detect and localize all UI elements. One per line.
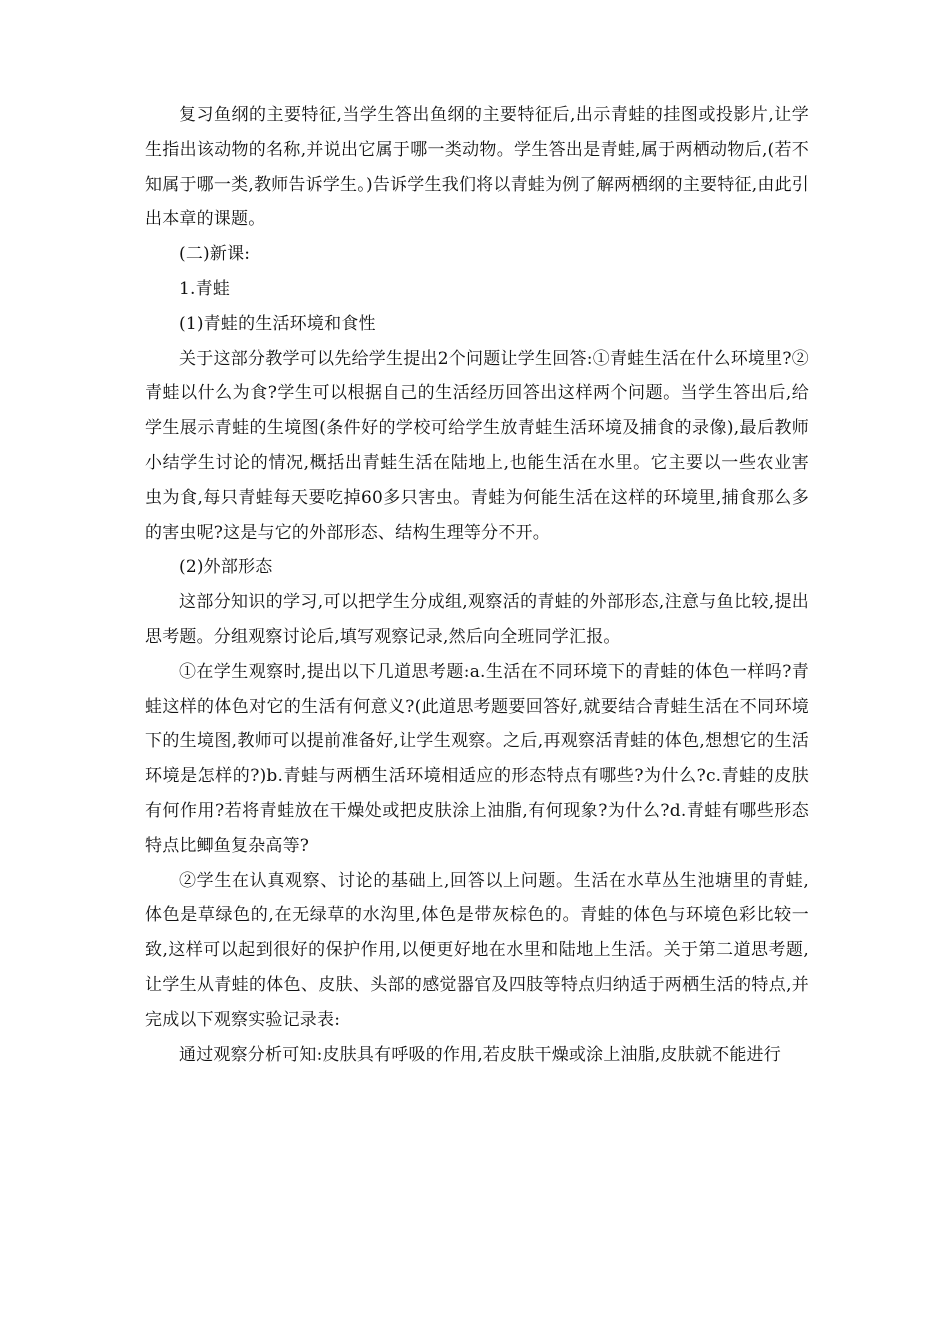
section-heading-frog: 1.青蛙 xyxy=(179,278,231,299)
student-answers-paragraph: ②学生在认真观察、讨论的基础上,回答以上问题。生活在水草丛生池塘里的青蛙,体色是草绿色的,在无绿草的水沟里,体色是带灰棕色的。青蛙的体色与环境色彩比较一致,这样可以起到很好的保护作用,以便更好地在水里和陆地上生活。关于第二道思考题,让学生从青蛙的体色、皮肤、头部的感觉器官及四肢等特点归纳适于两栖生活的特点,并完成以下观察实验记录表: xyxy=(145,870,809,1030)
conclusion-paragraph: 通过观察分析可知:皮肤具有呼吸的作用,若皮肤干燥或涂上油脂,皮肤就不能进行 xyxy=(179,1044,781,1065)
intro-paragraph: 复习鱼纲的主要特征,当学生答出鱼纲的主要特征后,出示青蛙的挂图或投影片,让学生指出该动物的名称,并说出它属于哪一类动物。学生答出是青蛙,属于两栖动物后,(若不知属于哪一类,教师告诉学生。)告诉学生我们将以青蛙为例了解两栖纲的主要特征,由此引出本章的课题。 xyxy=(145,105,809,230)
subsection-heading-morphology: (2)外部形态 xyxy=(179,557,273,578)
subsection-heading-habitat: (1)青蛙的生活环境和食性 xyxy=(179,313,376,334)
morphology-intro-paragraph: 这部分知识的学习,可以把学生分成组,观察活的青蛙的外部形态,注意与鱼比较,提出思考题。分组观察讨论后,填写观察记录,然后向全班同学汇报。 xyxy=(145,592,809,647)
habitat-paragraph: 关于这部分教学可以先给学生提出2个问题让学生回答:①青蛙生活在什么环境里?②青蛙以什么为食?学生可以根据自己的生活经历回答出这样两个问题。当学生答出后,给学生展示青蛙的生境图(条件好的学校可给学生放青蛙生活环境及捕食的录像),最后教师小结学生讨论的情况,概括出青蛙生活在陆地上,也能生活在水里。它主要以一些农业害虫为食,每只青蛙每天要吃掉60多只害虫。青蛙为何能生活在这样的环境里,捕食那么多的害虫呢?这是与它的外部形态、结构生理等分不开。 xyxy=(145,348,809,543)
observation-questions-paragraph: ①在学生观察时,提出以下几道思考题:a.生活在不同环境下的青蛙的体色一样吗?青蛙这样的体色对它的生活有何意义?(此道思考题要回答好,就要结合青蛙生活在不同环境下的生境图,教师可以提前准备好,让学生观察。之后,再观察活青蛙的体色,想想它的生活环境是怎样的?)b.青蛙与两栖生活环境相适应的形态特点有哪些?为什么?c.青蛙的皮肤有何作用?若将青蛙放在干燥处或把皮肤涂上油脂,有何现象?为什么?d.青蛙有哪些形态特点比鲫鱼复杂高等? xyxy=(145,661,809,856)
section-heading-new-lesson: (二)新课: xyxy=(179,244,251,265)
document-page xyxy=(145,98,809,1072)
